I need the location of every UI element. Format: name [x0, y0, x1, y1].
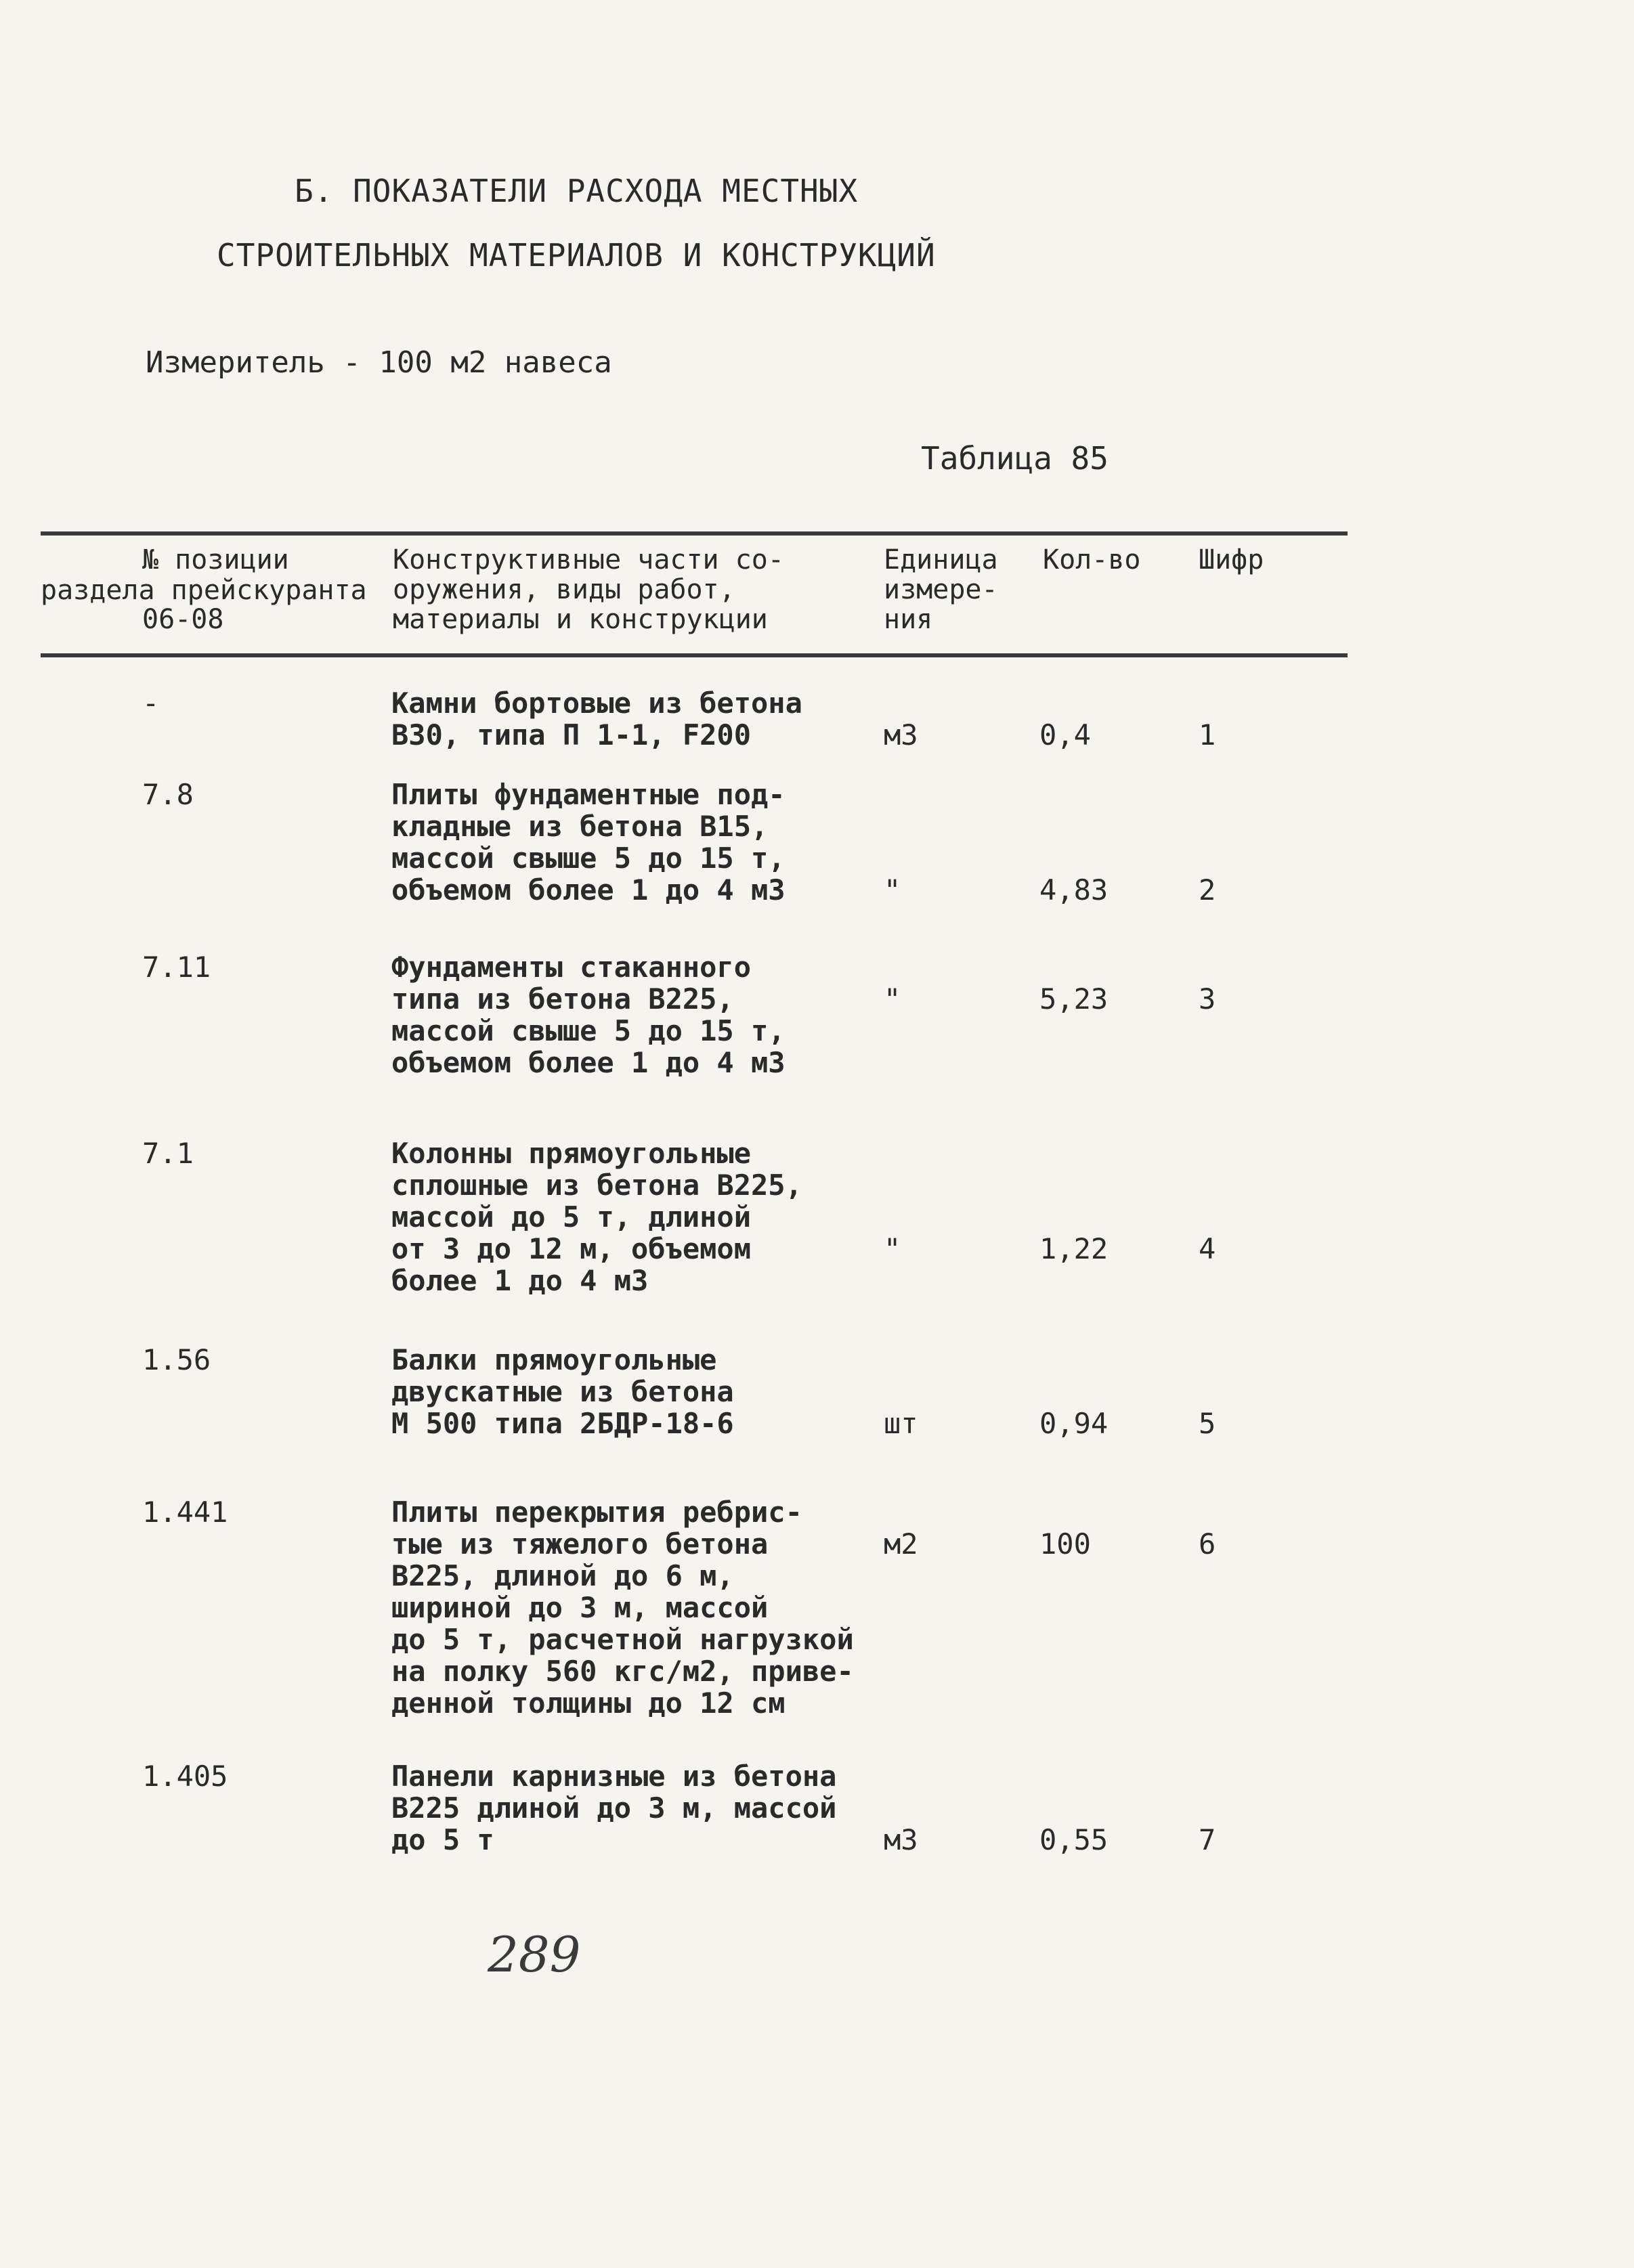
row-2-position: 7.8 [142, 778, 194, 811]
header-description: Конструктивные части со- оружения, виды работ, материалы и конструкции [393, 544, 784, 635]
row-3-code: 3 [1199, 982, 1216, 1016]
document-title-line-1: Б. ПОКАЗАТЕЛИ РАСХОДА МЕСТНЫХ [295, 173, 859, 209]
row-4-code: 4 [1199, 1232, 1216, 1265]
header-code: Шифр [1199, 544, 1264, 575]
row-6-position: 1.441 [142, 1496, 228, 1529]
row-2-description: Плиты фундаментные под- кладные из бетона В15, массой свыше 5 до 15 т, объемом более 1 до 4 м3 [391, 778, 786, 907]
row-2-code: 2 [1199, 873, 1216, 907]
header-quantity: Кол-во [1043, 544, 1141, 575]
row-4-quantity: 1,22 [1039, 1232, 1109, 1265]
row-5-unit: шт [884, 1407, 918, 1440]
row-3-quantity: 5,23 [1039, 982, 1109, 1016]
row-5-position: 1.56 [142, 1343, 211, 1376]
row-2-quantity: 4,83 [1039, 873, 1109, 907]
measure-unit-line: Измеритель - 100 м2 навеса [146, 345, 612, 380]
row-7-position: 1.405 [142, 1760, 228, 1793]
row-1-unit: м3 [884, 718, 918, 751]
row-6-quantity: 100 [1039, 1527, 1091, 1561]
row-1-code: 1 [1199, 718, 1216, 751]
row-4-description: Колонны прямоугольные сплошные из бетона В225, массой до 5 т, длиной от 3 до 12 м, объемом более 1 до 4 м3 [391, 1137, 802, 1297]
row-4-unit: " [884, 1232, 901, 1265]
header-position-line-3: 06-08 [142, 604, 224, 635]
row-3-position: 7.11 [142, 951, 211, 984]
row-4-position: 7.1 [142, 1137, 194, 1170]
table-header-rule [41, 653, 1348, 657]
row-6-code: 6 [1199, 1527, 1216, 1561]
document-title-line-2: СТРОИТЕЛЬНЫХ МАТЕРИАЛОВ И КОНСТРУКЦИЙ [217, 237, 936, 274]
table-number: Таблица 85 [921, 440, 1109, 477]
row-2-unit: " [884, 873, 901, 907]
row-1-position: - [142, 686, 160, 720]
table-top-rule [41, 531, 1348, 536]
row-3-description: Фундаменты стаканного типа из бетона В225, массой свыше 5 до 15 т, объемом более 1 до 4 м3 [391, 951, 786, 1079]
row-7-description: Панели карнизные из бетона В225 длиной до 3 м, массой до 5 т [391, 1760, 837, 1856]
row-5-description: Балки прямоугольные двускатные из бетона М 500 типа 2БДР-18-6 [391, 1343, 734, 1440]
row-5-quantity: 0,94 [1039, 1407, 1109, 1440]
row-7-code: 7 [1199, 1823, 1216, 1856]
header-position-line-1: № позиции [142, 544, 289, 575]
header-unit: Единица измере- ния [884, 544, 998, 635]
row-7-unit: м3 [884, 1823, 918, 1856]
row-7-quantity: 0,55 [1039, 1823, 1109, 1856]
row-6-description: Плиты перекрытия ребрис- тые из тяжелого бетона В225, длиной до 6 м, шириной до 3 м, массой до 5 т, расчетной нагрузкой на полку 560 кгс/м2, приве- денной толщины до 12 см [391, 1496, 854, 1720]
page-number: 289 [488, 1926, 581, 1983]
row-6-unit: м2 [884, 1527, 918, 1561]
row-5-code: 5 [1199, 1407, 1216, 1440]
row-1-quantity: 0,4 [1039, 718, 1091, 751]
header-position-line-2: раздела прейскуранта [41, 575, 367, 606]
row-1-description: Камни бортовые из бетона В30, типа П 1-1, F200 [391, 686, 802, 751]
row-3-unit: " [884, 982, 901, 1016]
